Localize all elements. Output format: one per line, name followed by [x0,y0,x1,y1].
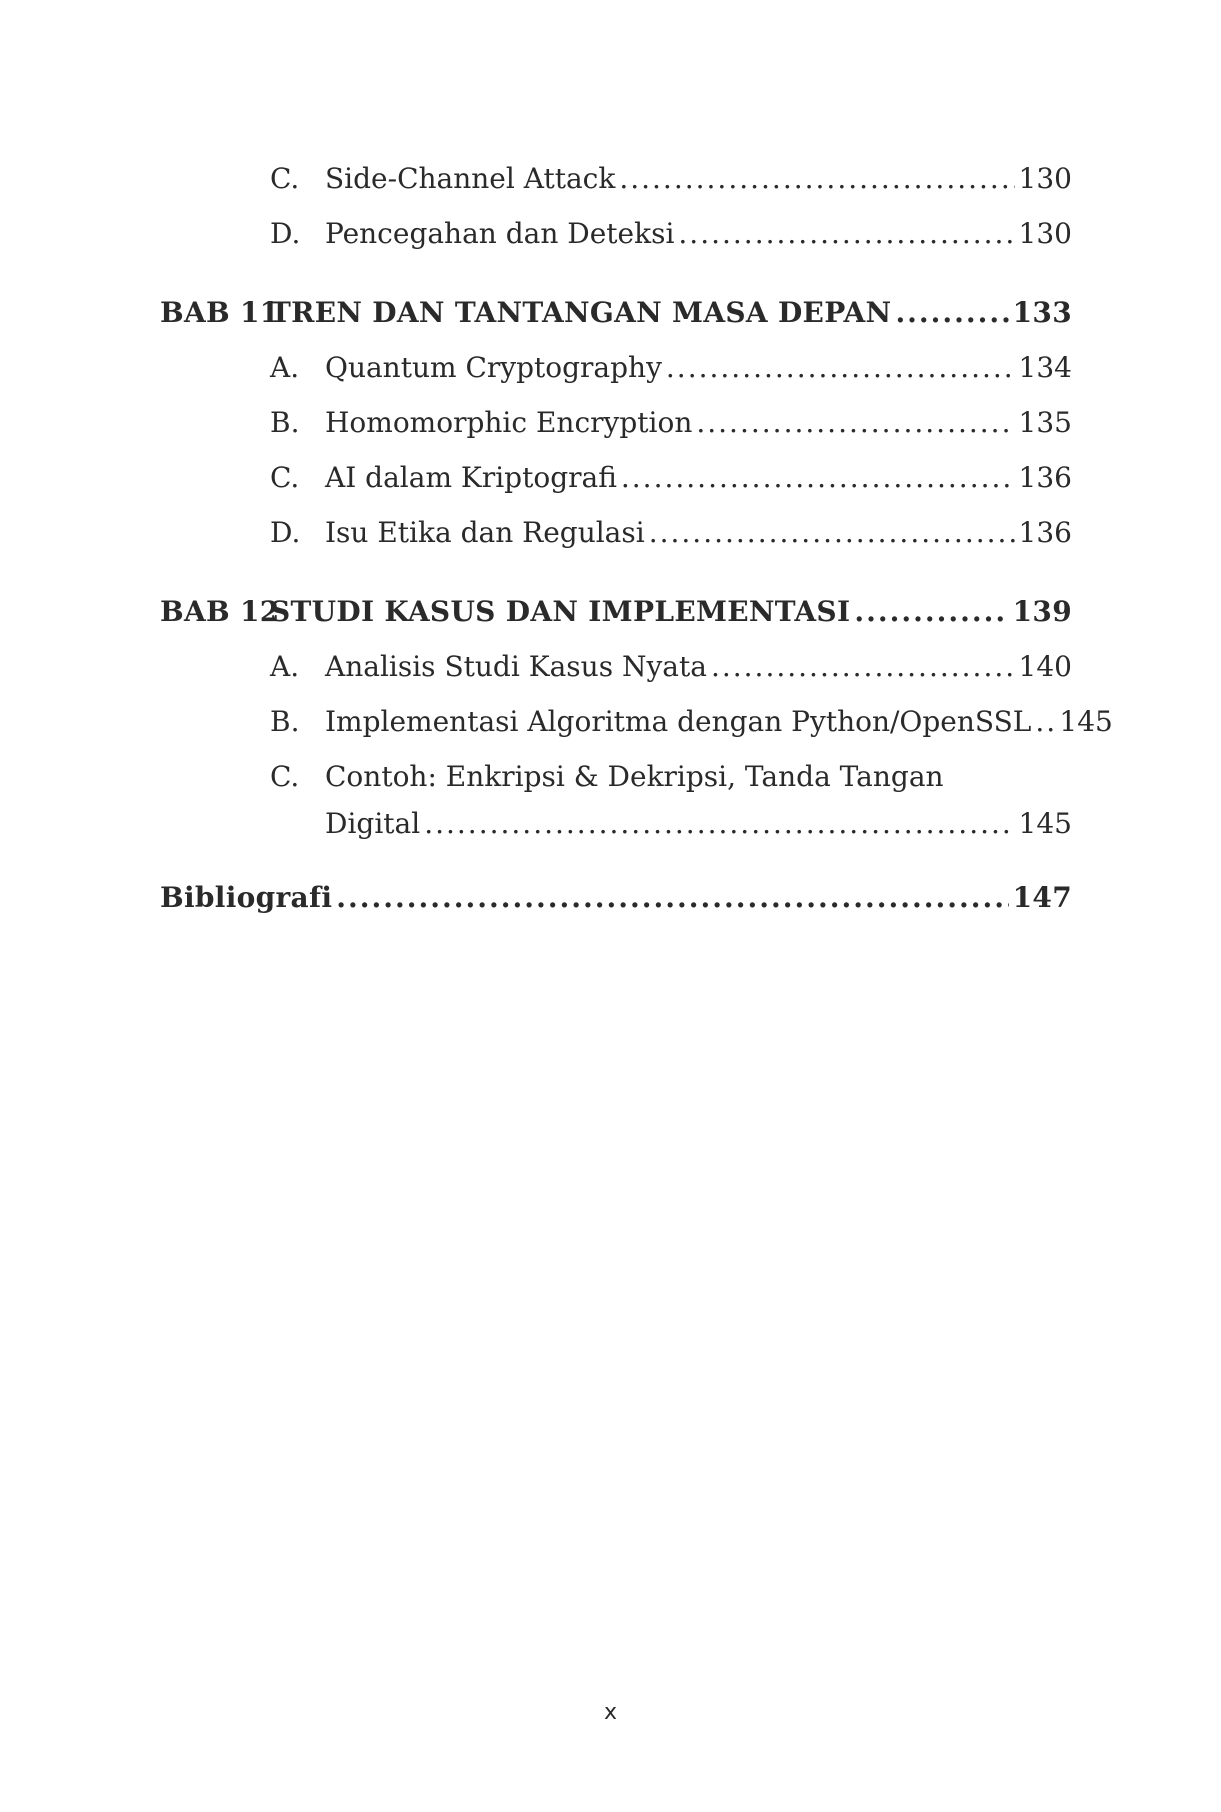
toc-entry-page: 130 [1018,162,1072,195]
dot-leader [649,515,1015,551]
toc-entry[interactable] [160,399,1072,454]
toc-entry-letter: D. [270,516,301,549]
dot-leader [619,161,1014,197]
page-number: x [603,1700,618,1725]
toc-entry[interactable] [160,509,1072,564]
dot-leader [895,295,1008,331]
toc-entry[interactable] [160,155,1072,210]
chapter-title: TREN DAN TANTANGAN MASA DEPAN [270,296,892,329]
toc-entry-title-line1: Contoh: Enkripsi & Dekripsi, Tanda Tangan [325,760,944,793]
toc-entry-title: Side-Channel Attack [325,162,616,195]
toc-entry-letter: B. [270,705,300,738]
toc-entry-letter: C. [270,162,300,195]
toc-entry-continuation[interactable] [160,800,1072,850]
toc-entry-letter: C. [270,760,300,793]
dot-leader [424,806,1014,842]
toc-entry-page: 136 [1018,461,1072,494]
chapter-number: BAB 12 [160,595,280,628]
toc-entry-page: 135 [1018,406,1072,439]
dot-leader [854,594,1008,630]
dot-leader [678,216,1014,252]
toc-entry[interactable] [160,344,1072,399]
section-gap [160,564,1072,588]
dot-leader [621,460,1015,496]
toc-chapter-11[interactable] [160,289,1072,344]
dot-leader [711,649,1015,685]
bibliography-title: Bibliografi [160,881,333,914]
toc-chapter-12[interactable] [160,588,1072,643]
toc-entry-letter: B. [270,406,300,439]
chapter-page: 133 [1012,296,1072,329]
toc-entry-letter: D. [270,217,301,250]
toc-entry-letter: C. [270,461,300,494]
toc-entry-title: Quantum Cryptography [325,351,662,384]
toc-entry-page: 134 [1018,351,1072,384]
toc-entry[interactable] [160,454,1072,509]
toc-entry-page: 136 [1018,516,1072,549]
toc-entry-page: 130 [1018,217,1072,250]
dot-leader [336,880,1008,916]
dot-leader [666,350,1015,386]
toc-entry-title: Homomorphic Encryption [325,406,693,439]
table-of-contents [160,155,1113,929]
toc-entry-title: Implementasi Algoritma dengan Python/OpenSSL [325,705,1032,738]
chapter-title: STUDI KASUS DAN IMPLEMENTASI [270,595,851,628]
section-gap [160,850,1072,874]
toc-entry-title-line2: Digital [325,807,421,840]
toc-entry[interactable] [160,643,1072,698]
toc-entry-title: Pencegahan dan Deteksi [325,217,675,250]
toc-bibliography[interactable] [160,874,1072,929]
toc-entry-multiline[interactable] [160,753,1072,800]
dot-leader [696,405,1014,441]
chapter-number: BAB 11 [160,296,280,329]
toc-entry-letter: A. [270,650,300,683]
toc-entry-letter: A. [270,351,300,384]
toc-entry-title: Analisis Studi Kasus Nyata [325,650,707,683]
toc-entry[interactable] [160,698,1113,753]
chapter-page: 139 [1012,595,1072,628]
bibliography-page: 147 [1012,881,1072,914]
toc-entry-title: AI dalam Kriptografi [325,461,617,494]
toc-entry-page: 140 [1018,650,1072,683]
toc-entry-page: 145 [1018,807,1072,840]
toc-entry-title: Isu Etika dan Regulasi [325,516,645,549]
toc-entry-page: 145 [1059,705,1113,738]
toc-entry[interactable] [160,210,1072,265]
dot-leader [1035,704,1055,740]
section-gap [160,265,1072,289]
